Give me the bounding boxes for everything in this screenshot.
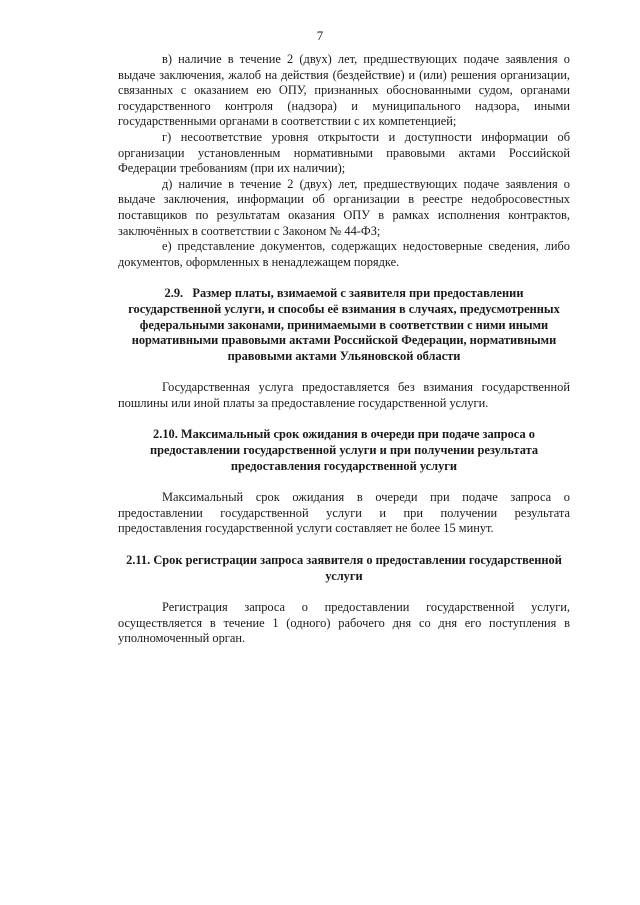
document-body [118, 52, 570, 647]
section-2-9-heading: 2.9. Размер платы, взимаемой с заявителя при предоставлении государственной услуги, и способы её взимания в случаях, предусмотренных федеральными законами, принимаемыми в соответствии с ними иными нормативными правовыми актами Российской Федерации, нормативными правовыми актами Ульяновской области [128, 286, 560, 363]
section-2-11-text: Регистрация запроса о предоставлении государственной услуги, осуществляется в течение 1 (одного) рабочего дня со дня его поступления в уполномоченный орган. [118, 600, 570, 646]
list-item-g: г) несоответствие уровня открытости и доступности информации об организации установленным нормативными правовыми актами Российской Федерации требованиям (при их наличии); [118, 129, 570, 176]
list-item-v: в) наличие в течение 2 (двух) лет, предшествующих подаче заявления о выдаче заключения, жалоб на действия (бездействие) и (или) решения организации, связанных с оказанием ею ОПУ, признанных обоснованными судом, органами государственного контроля (надзора) и муниципального надзора, иными государственными органами в соответствии с их компетенцией; [118, 52, 570, 129]
section-2-11-heading: 2.11. Срок регистрации запроса заявителя о предоставлении государственной услуги [126, 553, 562, 583]
list-item-d: д) наличие в течение 2 (двух) лет, предшествующих подаче заявления о выдаче заключения, информации об организации в реестре недобросовестных поставщиков по результатам оказания ОПУ в рамках исполнения контрактов, заключённых в соответствии с Законом № 44-ФЗ; [118, 176, 570, 238]
page-number: 7 [316, 28, 324, 43]
section-2-10-heading: 2.10. Максимальный срок ожидания в очереди при подаче запроса о предоставлении государственной услуги и при получении результата предоставления государственной услуги [149, 427, 539, 473]
section-2-10-text: Максимальный срок ожидания в очереди при подаче запроса о предоставлении государственной услуги и при получении результата предоставления государственной услуги составляет не более 15 минут. [118, 490, 570, 536]
list-item-e: е) представление документов, содержащих недостоверные сведения, либо документов, оформленных в ненадлежащем порядке. [118, 239, 570, 269]
section-2-9-text: Государственная услуга предоставляется без взимания государственной пошлины или иной платы за предоставление государственной услуги. [118, 380, 570, 410]
